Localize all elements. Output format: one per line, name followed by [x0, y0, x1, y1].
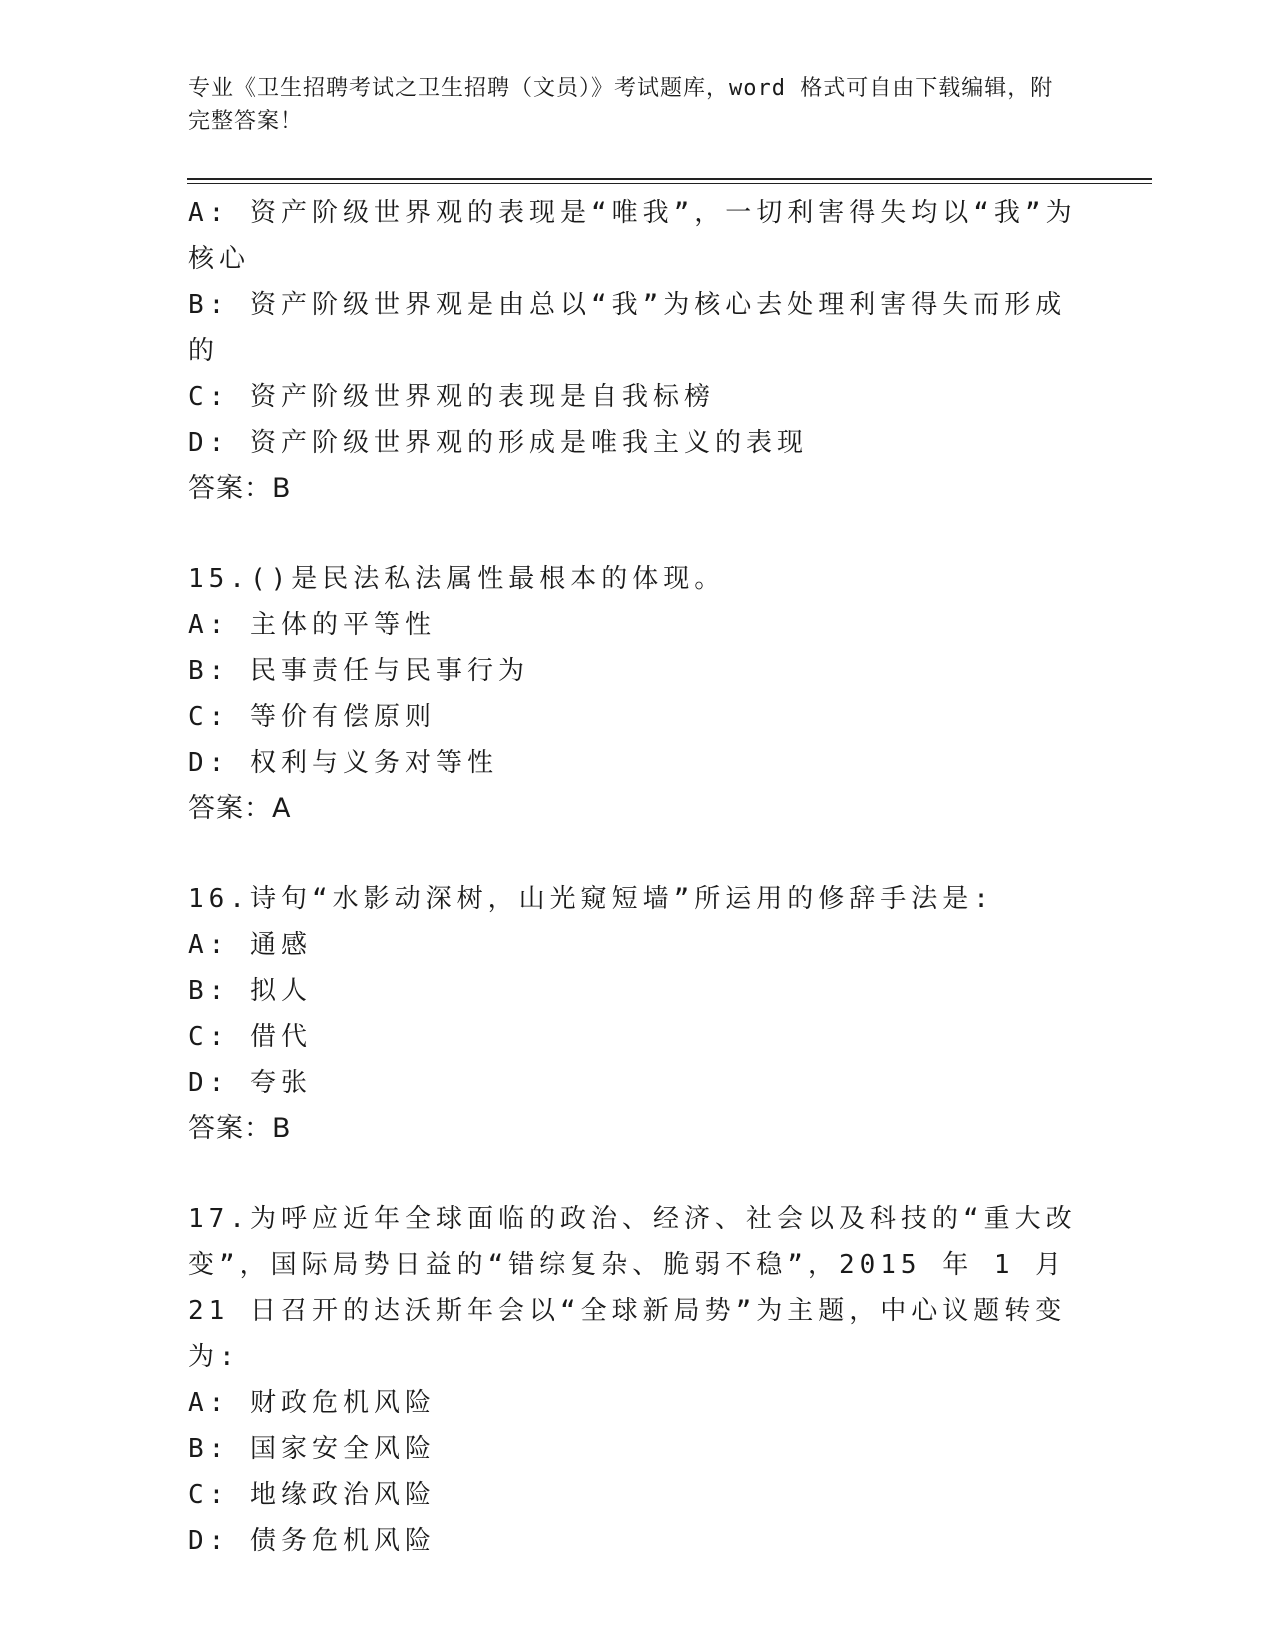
- option-d: D: 权利与义务对等性: [188, 748, 498, 778]
- option-c: C: 等价有偿原则: [188, 702, 436, 732]
- option-c: C: 地缘政治风险: [188, 1480, 436, 1510]
- question-14: [188, 190, 1088, 512]
- answer: 答案：B: [188, 473, 292, 504]
- option-a: A: 财政危机风险: [188, 1388, 436, 1418]
- option-d: D: 资产阶级世界观的形成是唯我主义的表现: [188, 428, 808, 458]
- option-b: B: 国家安全风险: [188, 1434, 436, 1464]
- option-b: B: 拟人: [188, 976, 312, 1006]
- option-a: A: 通感: [188, 930, 312, 960]
- option-a: A: 资产阶级世界观的表现是“唯我”，一切利害得失均以“我”为核心: [188, 198, 1077, 274]
- header-rule-thick: [187, 178, 1152, 180]
- option-b: B: 资产阶级世界观是由总以“我”为核心去处理利害得失而形成的: [188, 290, 1067, 366]
- option-c: C: 借代: [188, 1022, 312, 1052]
- question-16: [188, 876, 1088, 1152]
- question-stem: 15.()是民法私法属性最根本的体现。: [188, 564, 726, 594]
- option-a: A: 主体的平等性: [188, 610, 436, 640]
- option-d: D: 债务危机风险: [188, 1526, 436, 1556]
- question-15: [188, 556, 1088, 832]
- answer: 答案：A: [188, 793, 292, 824]
- answer: 答案：B: [188, 1113, 292, 1144]
- option-b: B: 民事责任与民事行为: [188, 656, 529, 686]
- option-d: D: 夸张: [188, 1068, 312, 1098]
- option-c: C: 资产阶级世界观的表现是自我标榜: [188, 382, 715, 412]
- question-stem: 17.为呼应近年全球面临的政治、经济、社会以及科技的“重大改变”，国际局势日益的“错综复杂、脆弱不稳”，2015 年 1 月 21 日召开的达沃斯年会以“全球新局势”为主题，中心议题转变为:: [188, 1204, 1077, 1372]
- question-stem: 16.诗句“水影动深树，山光窥短墙”所运用的修辞手法是:: [188, 884, 994, 914]
- question-list: [188, 190, 1088, 1564]
- header-rule-thin: [187, 183, 1152, 184]
- document-header: 专业《卫生招聘考试之卫生招聘（文员）》考试题库，word 格式可自由下载编辑，附完整答案！: [188, 76, 1054, 134]
- question-17: [188, 1196, 1088, 1564]
